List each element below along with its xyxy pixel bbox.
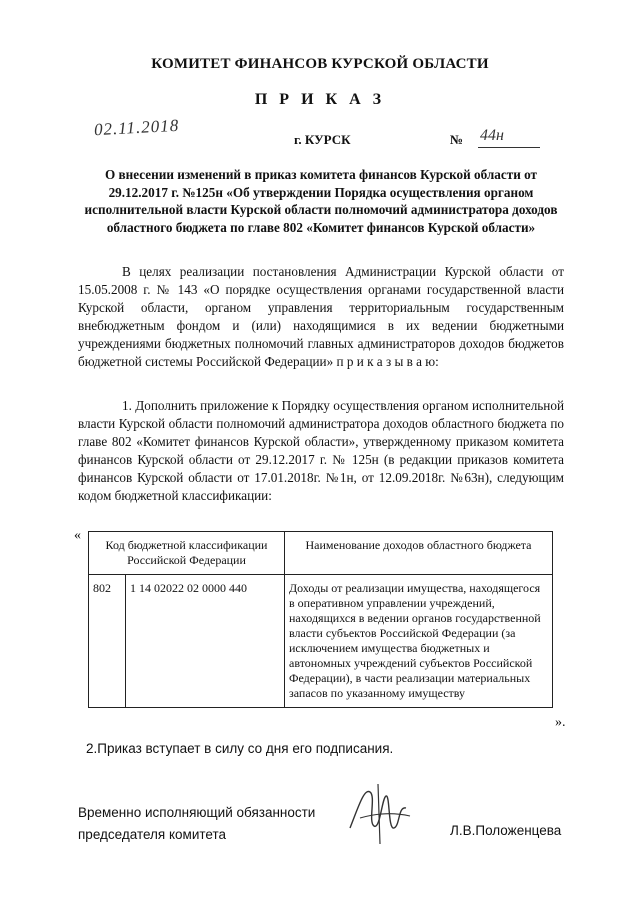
kbk-code-cell: 1 14 02022 02 0000 440	[126, 575, 285, 708]
preamble-paragraph: В целях реализации постановления Администрации Курской области от 15.05.2008 г. № 143 «О порядке осуществления органами государственной власти Курской области, органом управления территориальным государственным внебюджетным фондом и (или) находящимися в их ведении бюджетными учреждениями бюджетных полномочий главных администраторов доходов бюджетов бюджетной системы Российской Федерации» п р и к а з ы в а ю:	[78, 264, 564, 369]
table-row	[89, 575, 553, 708]
closing-quote: ».	[555, 715, 566, 730]
budget-classification-table	[88, 531, 553, 708]
table-header-row	[89, 532, 553, 575]
kbk-header: Код бюджетной классификации Российской Федерации	[89, 532, 285, 575]
number-underline	[478, 147, 540, 148]
signatory-role-line-1: Временно исполняющий обязанности	[78, 805, 316, 820]
document-title: П Р И К А З	[254, 91, 386, 108]
opening-quote: «	[74, 528, 81, 543]
clause-2-paragraph: 2.Приказ вступает в силу со дня его подписания.	[86, 741, 394, 756]
organization-name: КОМИТЕТ ФИНАНСОВ КУРСКОЙ ОБЛАСТИ	[151, 56, 489, 72]
signatory-role-line-2: председателя комитета	[78, 827, 227, 842]
handwritten-number: 44н	[480, 127, 504, 144]
signatory-role	[78, 802, 315, 846]
revenue-name-header: Наименование доходов областного бюджета	[285, 532, 553, 575]
clause-1-paragraph: 1. Дополнить приложение к Порядку осуществления органом исполнительной власти Курской области полномочий администратора доходов областного бюджета по главе 802 «Комитет финансов Курской области», утвержденному приказом комитета финансов Курской области от 29.12.2017 г. № 125н (в редакции приказов комитета финансов Курской области от 17.01.2018г. №1н, от 12.09.2018г. №63н), следующим кодом бюджетной классификации:	[78, 398, 564, 503]
handwritten-signature	[340, 778, 420, 848]
city-label: г. КУРСК	[294, 132, 351, 147]
order-subject: О внесении изменений в приказ комитета финансов Курской области от 29.12.2017 г. №125н «Об утверждении Порядка осуществления органом исполнительной власти Курской области полномочий администратора доходов областного бюджета по главе 802 «Комитет финансов Курской области»	[84, 167, 558, 235]
number-label: №	[450, 132, 464, 147]
handwritten-date: 02.11.2018	[93, 115, 180, 140]
admin-code-cell: 802	[89, 575, 126, 708]
revenue-name-cell: Доходы от реализации имущества, находящегося в оперативном управлении учреждений, находящихся в ведении органов государственной власти субъектов Российской Федерации (за исключением имущества бюджетных и автономных учреждений субъектов Российской Федерации), в части реализации материальных запасов по указанному имуществу	[285, 575, 553, 708]
signatory-name: Л.В.Положенцева	[450, 823, 562, 838]
